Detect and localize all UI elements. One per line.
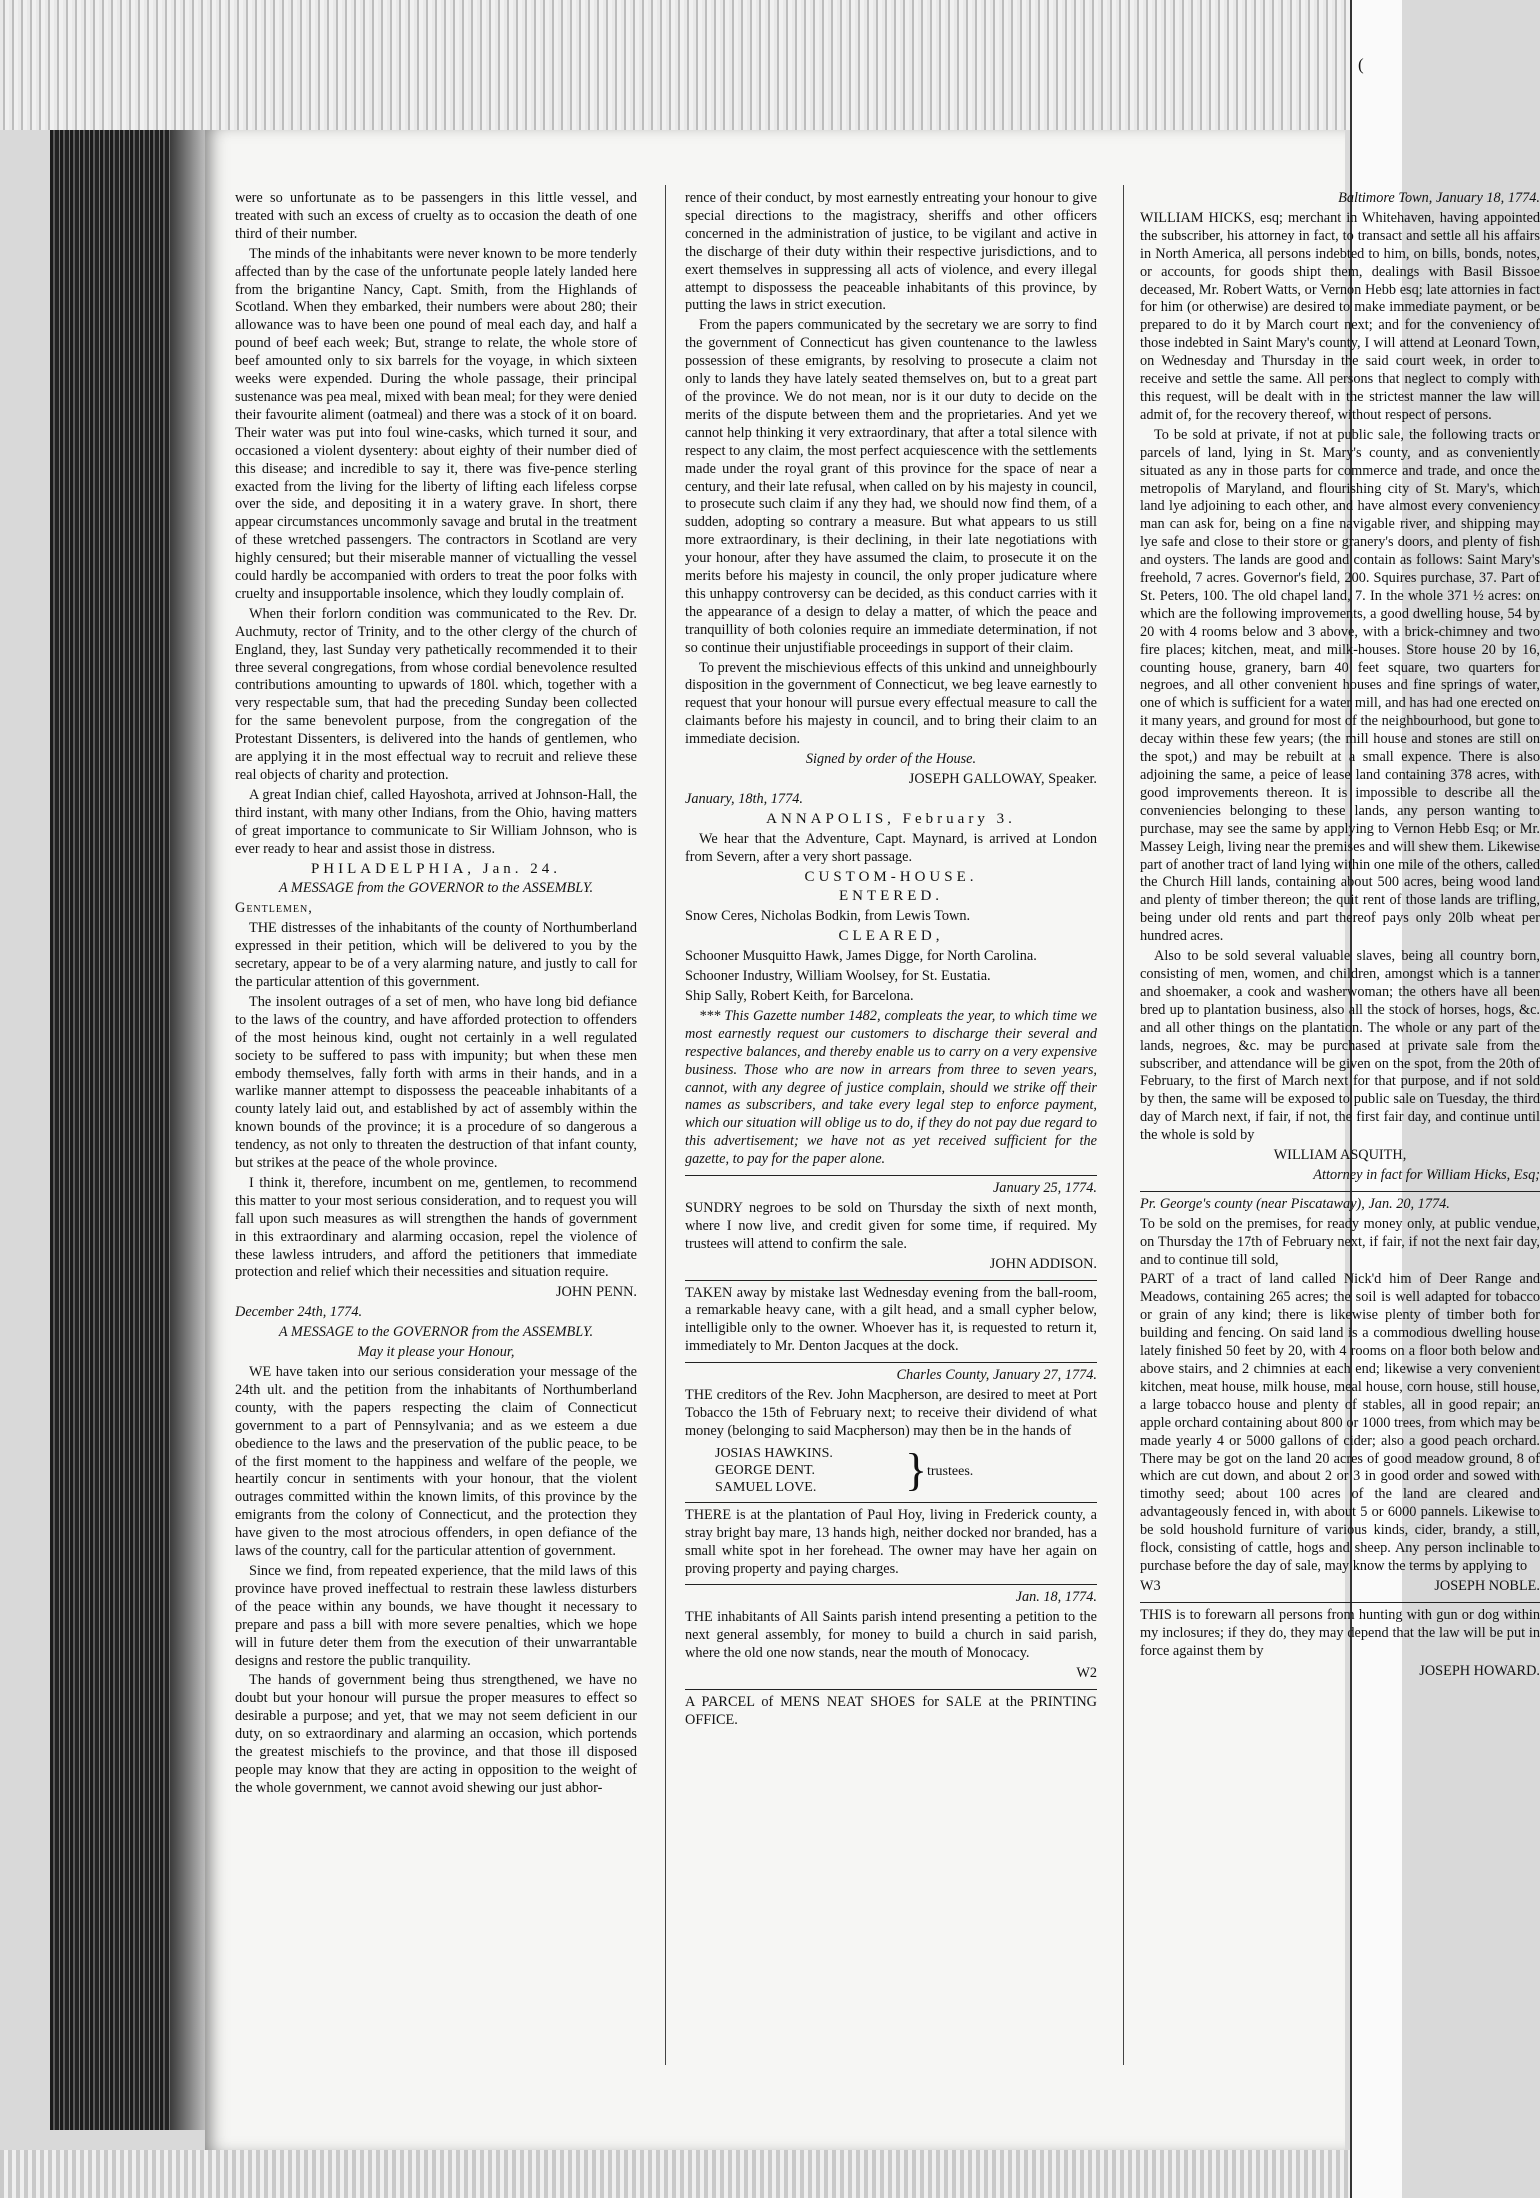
signer: JOSEPH GALLOWAY, Speaker. [908,771,1097,787]
signed-by: Signed by order of the House. [805,751,977,768]
cleared-ship: Schooner Musquitto Hawk, James Digge, for North Carolina. [685,948,1037,965]
cleared-ship: Schooner Industry, William Woolsey, for St. Eustatia. [685,968,991,985]
ad-text: THIS is to forewarn all persons from hunting with gun or dog within my inclosures; if they do, they may depend that the law will be put in force against them by [1140,1606,1540,1659]
advertisement [685,1689,1097,1730]
ad-text: PART of a tract of land called Nick'd him of Deer Range and Meadows, containing 265 acres; the soil is well adapted for tobacco or grain of any kind; there is likewise plenty of timber both for building and fencing. On said land is a commodious dwelling house lately finished 50 feet by 20, with 4 rooms on a floor both below and above stairs, and 2 chimnies at each end; likewise a very convenient kitchen, meat house, milk house, meal house, corn house, still house, a large tobacco house and plenty of stables, all in good repair; an apple orchard containing about 800 or 1000 trees, from which may be made yearly 4 or 5000 gallons of cider; also a good peach orchard. There may be got on the land 20 acres of good meadow ground, 8 of which are cut down, and about 2 or 3 in good order and sowed with timothy seed; about 100 acres of the land are cleared and advantageously fenced in, with about 5 or 6000 pannels. Likewise to be sold houshold furniture of various kinds, cider, brandy, a still, flock, consisting of cattle, hogs and sheep. Any person inclinable to purchase before the day of sale, may know the terms by applying to [1140,1271,1540,1574]
trustees-list [715,1445,1097,1496]
signer: JOHN PENN. [555,1284,637,1301]
ad-date: January 25, 1774. [992,1180,1097,1197]
salutation: Gentlemen, [235,900,313,917]
advertisement [685,1502,1097,1579]
brace-icon: } [905,1443,928,1495]
trustee-name: SAMUEL LOVE. [715,1479,817,1495]
advertisement [685,1280,1097,1357]
spine-shadow [170,130,210,2130]
trustee-name: JOSIAS HAWKINS. [715,1445,833,1461]
advertisement [685,1175,1097,1274]
paragraph: From the papers communicated by the secretary we are sorry to find the government of Connecticut has given countenance to the lawless possession of these emigrants, by resolving to prosecute a claim not only to lands they have lately seated themselves on, but to a great part of the province. We do not mean, nor is it our duty to decide on the merits of the dispute between them and the proprietaries. And yet we cannot help thinking it very extraordinary, that after a total silence with respect to any claim, the most perfect acquiescence with the settlements made under the royal grant of this province for the space of near a century, and their late refusal, when called on by his majesty in council, to prosecute such claim if any they had, we should now find them, of a sudden, adopting so contrary a measure. But what appears to us still more extraordinary, is their declining, in their late negotiations with your honour, after they have assumed the claim, to prosecute it on the merits before his majesty in council, the only proper judicature where this unhappy controversy can be decided, as this conduct carries with it the appearance of a design to delay a matter, of which the peace and tranquillity of both colonies require an immediate determination, if not so continue their unjustifiable proceedings in support of their claim. [685,317,1097,656]
ad-text: A PARCEL of MENS NEAT SHOES for SALE at the PRINTING OFFICE. [685,1693,1097,1728]
column-3 [1140,190,1540,1682]
advertisement [1140,1602,1540,1681]
ad-signer: JOHN ADDISON. [989,1255,1097,1272]
ad-mark: W2 [1076,1665,1097,1682]
column-1 [235,190,637,1800]
dateline-philadelphia: PHILADELPHIA, Jan. 24. [310,860,562,877]
dateline-annapolis: ANNAPOLIS, February 3. [766,810,1016,827]
ad-mark: W3 [1140,1577,1161,1594]
ad-text: THE creditors of the Rev. John Macpherson, are desired to meet at Port Tobacco the 15th of February next; to receive their dividend of what money (belonging to said Macpherson) may then be in the hands of [685,1387,1097,1439]
ad-text: THE inhabitants of All Saints parish intend presenting a petition to the next general assembly, for money to build a church in said parish, where the old one now stands, near the mouth of Monocacy. [685,1609,1097,1662]
book-spine [50,130,170,2130]
paragraph: The minds of the inhabitants were never known to be more tenderly affected than by the case of the unfortunate people lately landed here from the brigantine Nancy, Capt. Smith, from the Highlands of Scotland. When they embarked, their numbers were about 280; their allowance was to have been one pound of meal each day, and half a pound of beef each week; But, strange to relate, the whole store of beef amounted only to six barrels for the voyage, in which sixteen weeks were expended. During the whole passage, their principal sustenance was pea meal, mixed with bean meal; for they were denied their favourite aliment (oatmeal) and there was a stock of it on board. Their water was put into foul wine-casks, which turned it sour, and occasioned a violent dysentery: about eighty of their number died of this disease; and incredible to say it, there was five-pence sterling exacted from the living for the liberty of lifting each lifeless corpse over the side, and depositing it in a watery grave. In short, there appear circumstances uncommonly savage and brutal in the treatment of these wretched passengers. The contractors in Scotland are very highly censured; but their miserable manner of victualling the vessel could hardly be accompanied with orders to treat the poor folks with cruelty and insupportable insolence, which they loudly complain of. [235,245,637,602]
date: December 24th, 1774. [235,1304,363,1321]
ad-text: TAKEN away by mistake last Wednesday evening from the ball-room, a remarkable heavy cane, with a gilt head, and a small cypher below, intelligible only to the owner. Whoever has it, is requested to return it, immediately to Mr. Denton Jacques at the dock. [685,1284,1097,1355]
paragraph: The insolent outrages of a set of men, who have long bid defiance to the laws of the country, and have afforded protection to offenders of the most heinous kind, ought not certainly in a well regulated society to be suffered to pass with impunity; but when these men embody themselves, fally forth with arms in their hands, and in a warlike manner attempt to dispossess the peaceable inhabitants of a county lately laid out, and established by act of assembly within the known bounds of the province; it is a procedure of so dangerous a tendency, as not only to threaten the destruction of that infant county, but strikes at the peace of the whole province. [235,993,637,1172]
ad-text: To be sold at private, if not at public sale, the following tracts or parcels of land, lying in St. Mary's county, and as conveniently situated as any in those parts for commerce and trade, and once the metropolis of Maryland, and flourishing city of St. Mary's, which land lye adjoining to each other, and have almost every conveniency man can ask for, being on a fine navigable river, and shipping may lye safe and close to their store or granery's doors, and plenty of fish and oysters. The lands are good and contain as follows: Saint Mary's freehold, 7 acres. Governor's field, 200. Squires purchase, 37. Part of St. Peters, 100. The old chapel land, 7. In the whole 371 ½ acres: on which are the following improvements, a good dwelling house, 54 by 20 with 4 rooms below and 3 above, with a brick-chimney and two fire places; kitchen, meat, and milk-houses. Store house 20 by 16, counting house, granery, barn 40 feet square, two quarters for negroes, and all other convenient houses and fine springs of water, one of which is sufficient for a water mill, and has had one erected on it many years, and ground for most of the neighbourhood, but gone to decay within these few years; (the mill house and stones are still on the spot,) and may be rebuilt at a small expence. There is also adjoining the same, a peice of lease land containing 378 acres, with good improvements thereon. It is impossible to describe all the conveniencies belonging to these lands, any person wanting to purchase, may see the same by applying to Vernon Hebb Esq; or Mr. Massey Leigh, living near the premises and will shew them. Likewise part of another tract of land lying within one mile of the others, called the Church Hill lands, containing about 500 acres, being wood land and plenty of timber thereon; the quit rent of those lands are trifling, being under old rents and part thereof pays only 20lb wheat per hundred acres. [1140,426,1540,945]
advertisement [1140,1191,1540,1596]
next-page-edge: ( [1350,0,1402,2198]
paragraph: To prevent the mischievious effects of this unkind and unneighbourly disposition in the government of Connecticut, we beg leave earnestly to request that your honour will pursue every effectual measure to call the claimants before his majesty in council, and to bring their claim to an immediate decision. [685,659,1097,748]
paragraph: We hear that the Adventure, Capt. Maynard, is arrived at London from Severn, after a very short passage. [685,830,1097,865]
salutation: May it please your Honour, [357,1344,515,1361]
custom-house-heading: CUSTOM-HOUSE. [804,868,978,885]
trustees-label: trustees. [927,1463,974,1479]
paragraph: I think it, therefore, incumbent on me, gentlemen, to recommend this matter to your most serious consideration, and to request you will fall upon such measures as will strengthen the hands of government in this extraordinary and alarming occasion, repel the violence of these lawless intruders, and afford the petitioners that immediate protection and relief which their necessities and situation require. [235,1174,637,1281]
ad-footer [1140,1578,1540,1596]
paragraph: Since we find, from repeated experience, that the mild laws of this province have proved ineffectual to restrain these lawless disturbers of the peace within any bounds, we have thought it necessary to prepare and pass a bill with more severe penalties, which we hope will in future deter them from the execution of their unwarrantable designs and restore the public tranquility. [235,1562,637,1669]
entered-ship: Snow Ceres, Nicholas Bodkin, from Lewis Town. [685,908,971,925]
ad-signer: JOSEPH HOWARD. [1419,1662,1540,1679]
scan-background-top [0,0,1400,130]
scan-background-bottom [0,2150,1400,2198]
column-rule [665,185,666,2065]
paragraph: were so unfortunate as to be passengers in this little vessel, and treated with such an excess of cruelty as to occasion the death of one third of their number. [235,190,637,242]
paragraph: WE have taken into our serious consideration your message of the 24th ult. and the petition from the inhabitants of Northumberland county, with the papers respecting the claim of Connecticut government to a part of Pennsylvania; and as we esteem a due obedience to the laws and the preservation of the public peace, to be of the first moment to the happiness and welfare of the people, we heartily concur in sentiments with your honour, that the violent outrages committed within the known limits, of this province by the emigrants from the colony of Connecticut, and the protection they have given to the most atrocious offenders, in open defiance of the laws of the country, call for the particular attention of government. [235,1364,637,1560]
column-2 [685,190,1097,1732]
paragraph: THE distresses of the inhabitants of the county of Northumberland expressed in their petition, which will be delivered to you by the secretary, appear to be of a very alarming nature, and justly to call for the particular attention of this government. [235,920,637,990]
cleared-heading: CLEARED, [838,928,944,945]
column-rule [1123,185,1124,2065]
ad-text: SUNDRY negroes to be sold on Thursday the sixth of next month, where I now live, and credit given for some time, if required. My trustees will attend to confirm the sale. [685,1199,1097,1252]
cleared-ship: Ship Sally, Robert Keith, for Barcelona. [685,987,914,1004]
ad-text: To be sold on the premises, for ready money only, at public vendue, on Thursday the 17th of February next, if fair, if not the next fair day, and to continue till sold, [1140,1215,1540,1268]
paragraph: When their forlorn condition was communicated to the Rev. Dr. Auchmuty, rector of Trinity, and to the other clergy of the church of England, they, last Sunday very pathetically recommended it to their three several congregations, from whose cordial benevolence resulted contributions amounting to upwards of 180l. which, together with a very respectable sum, that had the preceding Sunday been collected for the same benevolent purpose, from the congregation of the Protestant Dissenters, is delivered into the hands of gentlemen, who are applying it in the most effectual way to recruit and relieve these real objects of charity and protection. [235,605,637,783]
ad-signer: WILLIAM ASQUITH, [1273,1147,1407,1164]
date: January, 18th, 1774. [685,790,803,807]
trustee-name: GEORGE DENT. [715,1462,816,1478]
ad-text: Also to be sold several valuable slaves, being all country born, consisting of men, women, and children, amongst which is a tanner and shoemaker, a cook and washerwoman; the others have all been bred up to plantation business, also all the stock of horses, hogs, &c. and all other things on the plantation. The whole or any part of the lands, negroes, &c. may be purchased at private sale from the subscriber, and attendance will be given on the spot, from the 20th of February, to the first of March next for that purpose, and if not sold by then, the same will be exposed to public sale on Tuesday, the third day of March next, if fair, if not, the first fair day, and continue until the whole is sold by [1140,948,1540,1144]
ad-signer: JOSEPH NOBLE. [1434,1577,1540,1594]
advertisement [685,1584,1097,1683]
ad-date: Pr. George's county (near Piscataway), Jan. 20, 1774. [1140,1195,1450,1212]
ad-date: Baltimore Town, January 18, 1774. [1338,190,1540,206]
paragraph: The hands of government being thus strengthened, we have no doubt but your honour will pursue the proper measures to effect so desirable a purpose; and yet, that we may not seem deficient in our duty, on so extraordinary and alarming an occasion, which portends the greatest mischiefs to the province, and that those ill disposed people may know that they are acting in opposition to the weight of the whole government, we cannot avoid shewing our just abhor- [235,1672,637,1796]
paragraph: A great Indian chief, called Hayoshota, arrived at Johnson-Hall, the third instant, with many other Indians, from the Ohio, having matters of great importance to communicate to Sir William Johnson, who is ever ready to hear and assist those in distress. [235,786,637,857]
paragraph: rence of their conduct, by most earnestly entreating your honour to give special directions to the magistracy, sheriffs and other officers concerned in the administration of justice, to be vigilant and active in the discharge of their duty within their respective jurisdictions, and to exert themselves in suppressing all acts of violence, and every illegal attempt to dispossess the peaceable inhabitants of this province, by putting the laws in strict execution. [685,190,1097,314]
message-title: A MESSAGE to the GOVERNOR from the ASSEMBLY. [278,1324,594,1341]
gazette-notice: *** This Gazette number 1482, compleats the year, to which time we most earnestly request our customers to discharge their several and respective balances, and thereby enable us to carry on a very expensive business. Those who are now in arrears from three to seven years, cannot, with any degree of justice complain, should we strike off their names as subscribers, and take every legal step to enforce payment, which our situation will oblige us to do, if they do not pay due regard to this advertisement; we have not as yet received sufficient for the gazette, to pay for the paper alone. [685,1007,1097,1168]
ad-text: THERE is at the plantation of Paul Hoy, living in Frederick county, a stray bright bay mare, 13 hands high, neither docked nor branded, has a small white spot in her forehead. The owner may have her again on proving property and paying charges. [685,1506,1097,1577]
ad-date: Jan. 18, 1774. [1015,1589,1097,1606]
message-title: A MESSAGE from the GOVERNOR to the ASSEMBLY. [278,880,594,897]
entered-heading: ENTERED. [838,888,944,905]
ad-signer-title: Attorney in fact for William Hicks, Esq; [1313,1166,1540,1183]
ad-text: WILLIAM HICKS, esq; merchant in Whitehaven, having appointed the subscriber, his attorney in fact, to transact and settle all his affairs in North America, all persons indebted to him, on bills, bonds, notes, or accounts, for goods shipt them, dealings with Basil Bissoe deceased, Mr. Robert Watts, or Vernon Hebb esq; late attornies in fact for him (or otherwise) are desired to make immediate payment, or be prepared to do it by March court next; and for the conveniency of those indebted in Saint Mary's county, I will attend at Leonard Town, on Wednesday and Thursday in the said court week, in order to receive and settle the same. All persons that neglect to comply with this request, will be dealt with in the strictest manner the law will admit of, for the recovery thereof, without respect of persons. [1140,209,1540,423]
newspaper-page [205,130,1540,2150]
ad-date: Charles County, January 27, 1774. [896,1367,1097,1384]
advertisement [685,1362,1097,1496]
